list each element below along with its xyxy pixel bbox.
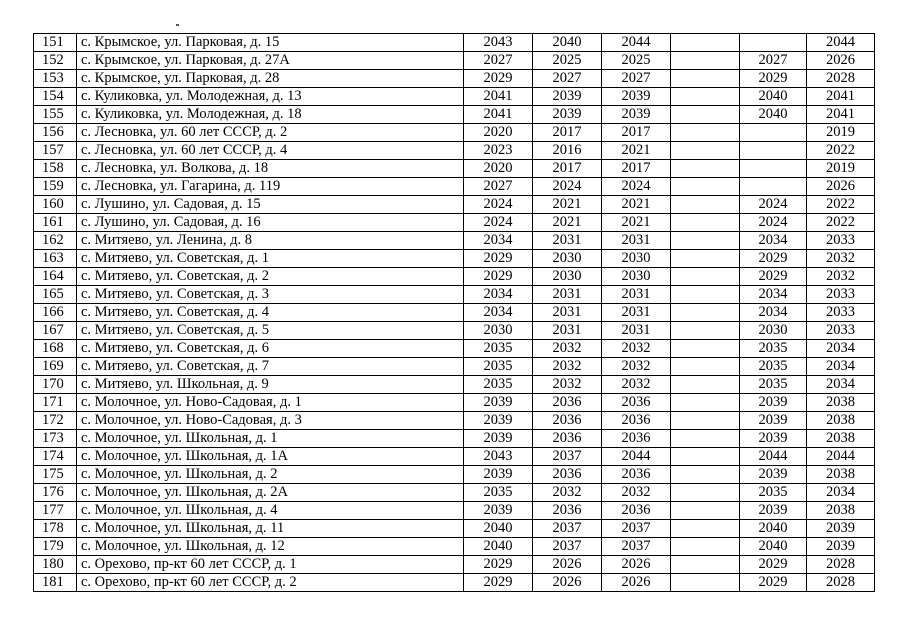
row-number: 170 [34,376,77,394]
year-cell-5: 2035 [740,376,807,394]
year-cell-1: 2035 [464,358,533,376]
year-cell-4 [671,196,740,214]
year-cell-6: 2026 [807,52,875,70]
table-row [34,70,875,88]
row-number: 162 [34,232,77,250]
year-cell-4 [671,70,740,88]
year-cell-4 [671,340,740,358]
year-cell-6: 2034 [807,358,875,376]
row-number: 171 [34,394,77,412]
year-cell-3: 2026 [602,574,671,592]
address-cell: с. Лушино, ул. Садовая, д. 15 [77,196,464,214]
year-cell-4 [671,430,740,448]
repair-schedule-table [33,33,875,592]
year-cell-4 [671,232,740,250]
year-cell-3: 2025 [602,52,671,70]
row-number: 176 [34,484,77,502]
year-cell-5: 2039 [740,430,807,448]
table-row [34,430,875,448]
row-number: 179 [34,538,77,556]
year-cell-2: 2037 [533,520,602,538]
address-cell: с. Лесновка, ул. Гагарина, д. 119 [77,178,464,196]
year-cell-4 [671,520,740,538]
year-cell-4 [671,34,740,52]
year-cell-1: 2029 [464,556,533,574]
year-cell-1: 2039 [464,466,533,484]
row-number: 180 [34,556,77,574]
year-cell-2: 2032 [533,484,602,502]
year-cell-6: 2019 [807,124,875,142]
year-cell-1: 2039 [464,394,533,412]
row-number: 161 [34,214,77,232]
address-cell: с. Крымское, ул. Парковая, д. 28 [77,70,464,88]
table-row [34,106,875,124]
row-number: 152 [34,52,77,70]
year-cell-6: 2044 [807,448,875,466]
year-cell-1: 2041 [464,106,533,124]
year-cell-5 [740,34,807,52]
address-cell: с. Митяево, ул. Советская, д. 3 [77,286,464,304]
year-cell-5: 2024 [740,214,807,232]
address-cell: с. Митяево, ул. Школьная, д. 9 [77,376,464,394]
year-cell-1: 2040 [464,520,533,538]
year-cell-5: 2030 [740,322,807,340]
year-cell-3: 2031 [602,232,671,250]
year-cell-6: 2033 [807,286,875,304]
year-cell-3: 2037 [602,520,671,538]
year-cell-4 [671,448,740,466]
year-cell-4 [671,358,740,376]
year-cell-5: 2035 [740,484,807,502]
year-cell-5: 2034 [740,232,807,250]
year-cell-6: 2038 [807,412,875,430]
year-cell-1: 2035 [464,376,533,394]
year-cell-6: 2038 [807,430,875,448]
year-cell-5: 2040 [740,538,807,556]
year-cell-5: 2039 [740,466,807,484]
year-cell-6: 2032 [807,268,875,286]
year-cell-4 [671,322,740,340]
year-cell-1: 2023 [464,142,533,160]
table-row [34,376,875,394]
year-cell-2: 2036 [533,466,602,484]
year-cell-2: 2021 [533,214,602,232]
year-cell-4 [671,52,740,70]
year-cell-2: 2039 [533,106,602,124]
table-row [34,178,875,196]
row-number: 163 [34,250,77,268]
year-cell-6: 2034 [807,484,875,502]
year-cell-6: 2039 [807,520,875,538]
address-cell: с. Молочное, ул. Школьная, д. 4 [77,502,464,520]
row-number: 167 [34,322,77,340]
year-cell-1: 2035 [464,484,533,502]
year-cell-3: 2044 [602,34,671,52]
row-number: 160 [34,196,77,214]
year-cell-3: 2030 [602,268,671,286]
year-cell-2: 2026 [533,556,602,574]
table-row [34,322,875,340]
address-cell: с. Митяево, ул. Советская, д. 7 [77,358,464,376]
row-number: 155 [34,106,77,124]
year-cell-5: 2039 [740,394,807,412]
year-cell-5: 2039 [740,502,807,520]
row-number: 157 [34,142,77,160]
table-row [34,250,875,268]
row-number: 156 [34,124,77,142]
year-cell-3: 2027 [602,70,671,88]
row-number: 175 [34,466,77,484]
row-number: 166 [34,304,77,322]
year-cell-2: 2016 [533,142,602,160]
table-row [34,556,875,574]
year-cell-1: 2040 [464,538,533,556]
year-cell-1: 2024 [464,214,533,232]
year-cell-5: 2029 [740,70,807,88]
row-number: 165 [34,286,77,304]
year-cell-4 [671,502,740,520]
year-cell-1: 2034 [464,286,533,304]
year-cell-5: 2029 [740,250,807,268]
year-cell-1: 2029 [464,70,533,88]
year-cell-1: 2034 [464,232,533,250]
year-cell-3: 2017 [602,124,671,142]
year-cell-1: 2041 [464,88,533,106]
table-row [34,196,875,214]
year-cell-5 [740,142,807,160]
year-cell-6: 2034 [807,340,875,358]
year-cell-4 [671,556,740,574]
year-cell-5: 2040 [740,106,807,124]
year-cell-1: 2029 [464,268,533,286]
address-cell: с. Молочное, ул. Школьная, д. 2 [77,466,464,484]
year-cell-2: 2021 [533,196,602,214]
year-cell-4 [671,394,740,412]
year-cell-6: 2041 [807,106,875,124]
year-cell-3: 2036 [602,466,671,484]
year-cell-1: 2027 [464,52,533,70]
year-cell-2: 2040 [533,34,602,52]
year-cell-4 [671,160,740,178]
year-cell-3: 2039 [602,88,671,106]
year-cell-6: 2022 [807,142,875,160]
year-cell-4 [671,124,740,142]
year-cell-2: 2027 [533,70,602,88]
year-cell-6: 2028 [807,556,875,574]
year-cell-1: 2043 [464,34,533,52]
year-cell-1: 2043 [464,448,533,466]
year-cell-3: 2021 [602,142,671,160]
year-cell-4 [671,574,740,592]
row-number: 172 [34,412,77,430]
year-cell-5 [740,160,807,178]
table-row [34,34,875,52]
year-cell-5: 2024 [740,196,807,214]
year-cell-2: 2032 [533,340,602,358]
year-cell-3: 2021 [602,196,671,214]
year-cell-3: 2017 [602,160,671,178]
address-cell: с. Митяево, ул. Ленина, д. 8 [77,232,464,250]
year-cell-1: 2039 [464,502,533,520]
year-cell-4 [671,412,740,430]
year-cell-2: 2036 [533,502,602,520]
address-cell: с. Орехово, пр-кт 60 лет СССР, д. 1 [77,556,464,574]
address-cell: с. Митяево, ул. Советская, д. 4 [77,304,464,322]
year-cell-2: 2037 [533,448,602,466]
row-number: 164 [34,268,77,286]
year-cell-6: 2038 [807,394,875,412]
year-cell-3: 2032 [602,358,671,376]
address-cell: с. Молочное, ул. Школьная, д. 11 [77,520,464,538]
year-cell-6: 2026 [807,178,875,196]
address-cell: с. Молочное, ул. Школьная, д. 12 [77,538,464,556]
year-cell-2: 2026 [533,574,602,592]
year-cell-3: 2031 [602,286,671,304]
row-number: 169 [34,358,77,376]
year-cell-2: 2031 [533,304,602,322]
year-cell-4 [671,88,740,106]
year-cell-3: 2032 [602,376,671,394]
row-number: 177 [34,502,77,520]
table-row [34,502,875,520]
year-cell-4 [671,466,740,484]
scan-speck [176,24,179,26]
address-cell: с. Лесновка, ул. Волкова, д. 18 [77,160,464,178]
year-cell-6: 2033 [807,232,875,250]
year-cell-3: 2032 [602,484,671,502]
row-number: 153 [34,70,77,88]
year-cell-4 [671,538,740,556]
address-cell: с. Молочное, ул. Ново-Садовая, д. 3 [77,412,464,430]
year-cell-4 [671,142,740,160]
year-cell-1: 2030 [464,322,533,340]
table-row [34,484,875,502]
table-row [34,340,875,358]
row-number: 159 [34,178,77,196]
year-cell-4 [671,250,740,268]
year-cell-3: 2031 [602,322,671,340]
table-row [34,448,875,466]
year-cell-6: 2033 [807,322,875,340]
row-number: 151 [34,34,77,52]
year-cell-3: 2037 [602,538,671,556]
year-cell-3: 2044 [602,448,671,466]
year-cell-1: 2034 [464,304,533,322]
year-cell-3: 2030 [602,250,671,268]
row-number: 173 [34,430,77,448]
year-cell-4 [671,178,740,196]
table-row [34,358,875,376]
year-cell-2: 2031 [533,286,602,304]
year-cell-5: 2034 [740,286,807,304]
year-cell-4 [671,268,740,286]
year-cell-5 [740,124,807,142]
year-cell-2: 2031 [533,322,602,340]
address-cell: с. Молочное, ул. Ново-Садовая, д. 1 [77,394,464,412]
table-row [34,214,875,232]
year-cell-4 [671,376,740,394]
year-cell-4 [671,106,740,124]
year-cell-4 [671,304,740,322]
year-cell-3: 2021 [602,214,671,232]
row-number: 181 [34,574,77,592]
address-cell: с. Крымское, ул. Парковая, д. 27А [77,52,464,70]
year-cell-2: 2024 [533,178,602,196]
year-cell-4 [671,484,740,502]
address-cell: с. Молочное, ул. Школьная, д. 2А [77,484,464,502]
year-cell-3: 2036 [602,394,671,412]
address-cell: с. Лесновка, ул. 60 лет СССР, д. 4 [77,142,464,160]
year-cell-5: 2035 [740,358,807,376]
address-cell: с. Митяево, ул. Советская, д. 5 [77,322,464,340]
year-cell-3: 2032 [602,340,671,358]
address-cell: с. Молочное, ул. Школьная, д. 1 [77,430,464,448]
address-cell: с. Митяево, ул. Советская, д. 1 [77,250,464,268]
year-cell-2: 2017 [533,124,602,142]
table-row [34,268,875,286]
year-cell-3: 2036 [602,430,671,448]
address-cell: с. Лушино, ул. Садовая, д. 16 [77,214,464,232]
year-cell-5: 2029 [740,268,807,286]
year-cell-6: 2044 [807,34,875,52]
year-cell-3: 2026 [602,556,671,574]
year-cell-1: 2029 [464,250,533,268]
year-cell-2: 2036 [533,412,602,430]
row-number: 168 [34,340,77,358]
year-cell-1: 2027 [464,178,533,196]
year-cell-6: 2028 [807,574,875,592]
year-cell-2: 2036 [533,430,602,448]
row-number: 154 [34,88,77,106]
year-cell-3: 2039 [602,106,671,124]
year-cell-5: 2027 [740,52,807,70]
year-cell-2: 2030 [533,250,602,268]
year-cell-1: 2035 [464,340,533,358]
year-cell-6: 2033 [807,304,875,322]
address-cell: с. Молочное, ул. Школьная, д. 1А [77,448,464,466]
address-cell: с. Куликовка, ул. Молодежная, д. 18 [77,106,464,124]
year-cell-2: 2037 [533,538,602,556]
year-cell-6: 2039 [807,538,875,556]
year-cell-2: 2039 [533,88,602,106]
year-cell-2: 2025 [533,52,602,70]
year-cell-1: 2029 [464,574,533,592]
year-cell-6: 2022 [807,196,875,214]
table-row [34,160,875,178]
address-cell: с. Крымское, ул. Парковая, д. 15 [77,34,464,52]
table-row [34,232,875,250]
table-row [34,574,875,592]
year-cell-1: 2020 [464,124,533,142]
year-cell-4 [671,214,740,232]
year-cell-3: 2036 [602,412,671,430]
year-cell-5: 2029 [740,556,807,574]
year-cell-1: 2024 [464,196,533,214]
table-row [34,394,875,412]
row-number: 174 [34,448,77,466]
year-cell-5: 2035 [740,340,807,358]
address-cell: с. Орехово, пр-кт 60 лет СССР, д. 2 [77,574,464,592]
table-row [34,52,875,70]
year-cell-2: 2017 [533,160,602,178]
table-row [34,124,875,142]
year-cell-3: 2031 [602,304,671,322]
year-cell-5: 2044 [740,448,807,466]
table-row [34,520,875,538]
address-cell: с. Митяево, ул. Советская, д. 6 [77,340,464,358]
table-row [34,304,875,322]
row-number: 178 [34,520,77,538]
table-row [34,286,875,304]
table-row [34,412,875,430]
year-cell-6: 2019 [807,160,875,178]
year-cell-4 [671,286,740,304]
year-cell-6: 2038 [807,466,875,484]
year-cell-5 [740,178,807,196]
year-cell-3: 2024 [602,178,671,196]
year-cell-5: 2034 [740,304,807,322]
year-cell-5: 2040 [740,88,807,106]
table-row [34,88,875,106]
year-cell-6: 2041 [807,88,875,106]
address-cell: с. Митяево, ул. Советская, д. 2 [77,268,464,286]
year-cell-2: 2032 [533,376,602,394]
table-row [34,538,875,556]
year-cell-1: 2039 [464,412,533,430]
year-cell-6: 2022 [807,214,875,232]
table-row [34,466,875,484]
year-cell-2: 2030 [533,268,602,286]
year-cell-1: 2039 [464,430,533,448]
row-number: 158 [34,160,77,178]
year-cell-6: 2032 [807,250,875,268]
year-cell-6: 2034 [807,376,875,394]
year-cell-2: 2031 [533,232,602,250]
table-body [34,34,875,592]
year-cell-2: 2032 [533,358,602,376]
year-cell-3: 2036 [602,502,671,520]
year-cell-6: 2038 [807,502,875,520]
address-cell: с. Куликовка, ул. Молодежная, д. 13 [77,88,464,106]
year-cell-5: 2029 [740,574,807,592]
address-cell: с. Лесновка, ул. 60 лет СССР, д. 2 [77,124,464,142]
table-row [34,142,875,160]
year-cell-5: 2039 [740,412,807,430]
year-cell-1: 2020 [464,160,533,178]
year-cell-6: 2028 [807,70,875,88]
year-cell-5: 2040 [740,520,807,538]
year-cell-2: 2036 [533,394,602,412]
